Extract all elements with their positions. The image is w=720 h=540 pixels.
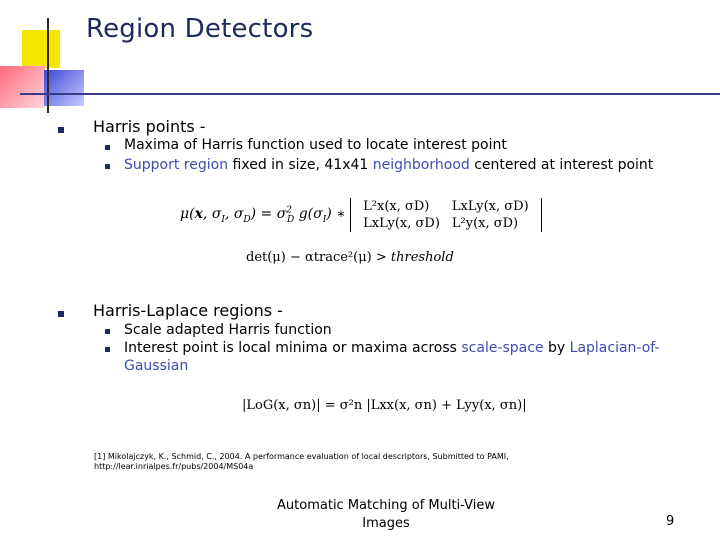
matrix-cell-11: L²x(x, σD) <box>363 199 430 214</box>
reference-citation <box>94 452 594 472</box>
section-harris-laplace-heading: Harris-Laplace regions - <box>93 301 283 320</box>
threshold-term: threshold <box>390 250 454 265</box>
decor-vertical-line <box>47 18 49 113</box>
section-harris-heading: Harris points - <box>93 117 206 136</box>
decor-blue-square <box>44 70 84 106</box>
matrix-cell-12: LxLy(x, σD) <box>451 199 529 214</box>
sub-bullet-square-icon <box>105 329 110 334</box>
bullet-square-icon <box>58 127 64 133</box>
harris-matrix-equation: μ(x, $\sigma_I$, $\sigma_D) = \sigma^2_D$ $g(\sigma_I)$ ∗ L²x(x, σD) LxLy(x, σD) LxLy(x, σD) L²y(x, σD) <box>180 198 542 232</box>
bullet-square-icon <box>58 311 64 317</box>
harris-laplace-bullet-2-by: by <box>543 340 570 356</box>
harris-threshold-equation <box>246 250 454 265</box>
decor-yellow-square <box>22 30 60 68</box>
footer-line-1: Automatic Matching of Multi-View <box>277 498 495 513</box>
harris-bullet-2 <box>124 156 653 174</box>
support-region-term: Support region <box>124 157 229 173</box>
harris-laplace-bullet-1: Scale adapted Harris function <box>124 322 332 338</box>
reference-line-1: [1] Mikolajczyk, K., Schmid, C., 2004. A performance evaluation of local descriptors, Submitted to PAMI, <box>94 452 509 461</box>
matrix-cell-21: LxLy(x, σD) <box>363 216 440 231</box>
decor-pink-square <box>0 66 45 108</box>
harris-bullet-2-text: fixed in size, 41x41 <box>228 157 373 173</box>
matrix-cell-22: L²y(x, σD) <box>451 216 519 231</box>
harris-bullet-1: Maxima of Harris function used to locate interest point <box>124 137 507 153</box>
harris-bullet-2-tail: centered at interest point <box>469 157 654 173</box>
scale-space-term: scale-space <box>461 340 544 356</box>
reference-link[interactable]: http://lear.inrialpes.fr/pubs/2004/MS04a <box>94 462 254 471</box>
harris-laplace-bullet-2 <box>124 339 684 375</box>
title-underline <box>20 93 720 95</box>
harris-laplace-bullet-2-text: Interest point is local minima or maxima across <box>124 340 462 356</box>
slide-title: Region Detectors <box>86 14 314 44</box>
neighborhood-term: neighborhood <box>372 157 470 173</box>
second-moment-matrix <box>350 198 542 232</box>
laplacian-of-term: Laplacian-of- <box>569 340 660 356</box>
sub-bullet-square-icon <box>105 164 110 169</box>
sub-bullet-square-icon <box>105 145 110 150</box>
gaussian-term: Gaussian <box>124 358 189 374</box>
threshold-equation-text: det(μ) − αtrace²(μ) > <box>246 250 391 265</box>
footer-line-2: Images <box>362 516 410 531</box>
log-equation: |LoG(x, σn)| = σ²n |Lxx(x, σn) + Lyy(x, σn)| <box>242 398 527 413</box>
sub-bullet-square-icon <box>105 347 110 352</box>
slide-footer <box>270 497 502 533</box>
page-number: 9 <box>666 514 675 529</box>
